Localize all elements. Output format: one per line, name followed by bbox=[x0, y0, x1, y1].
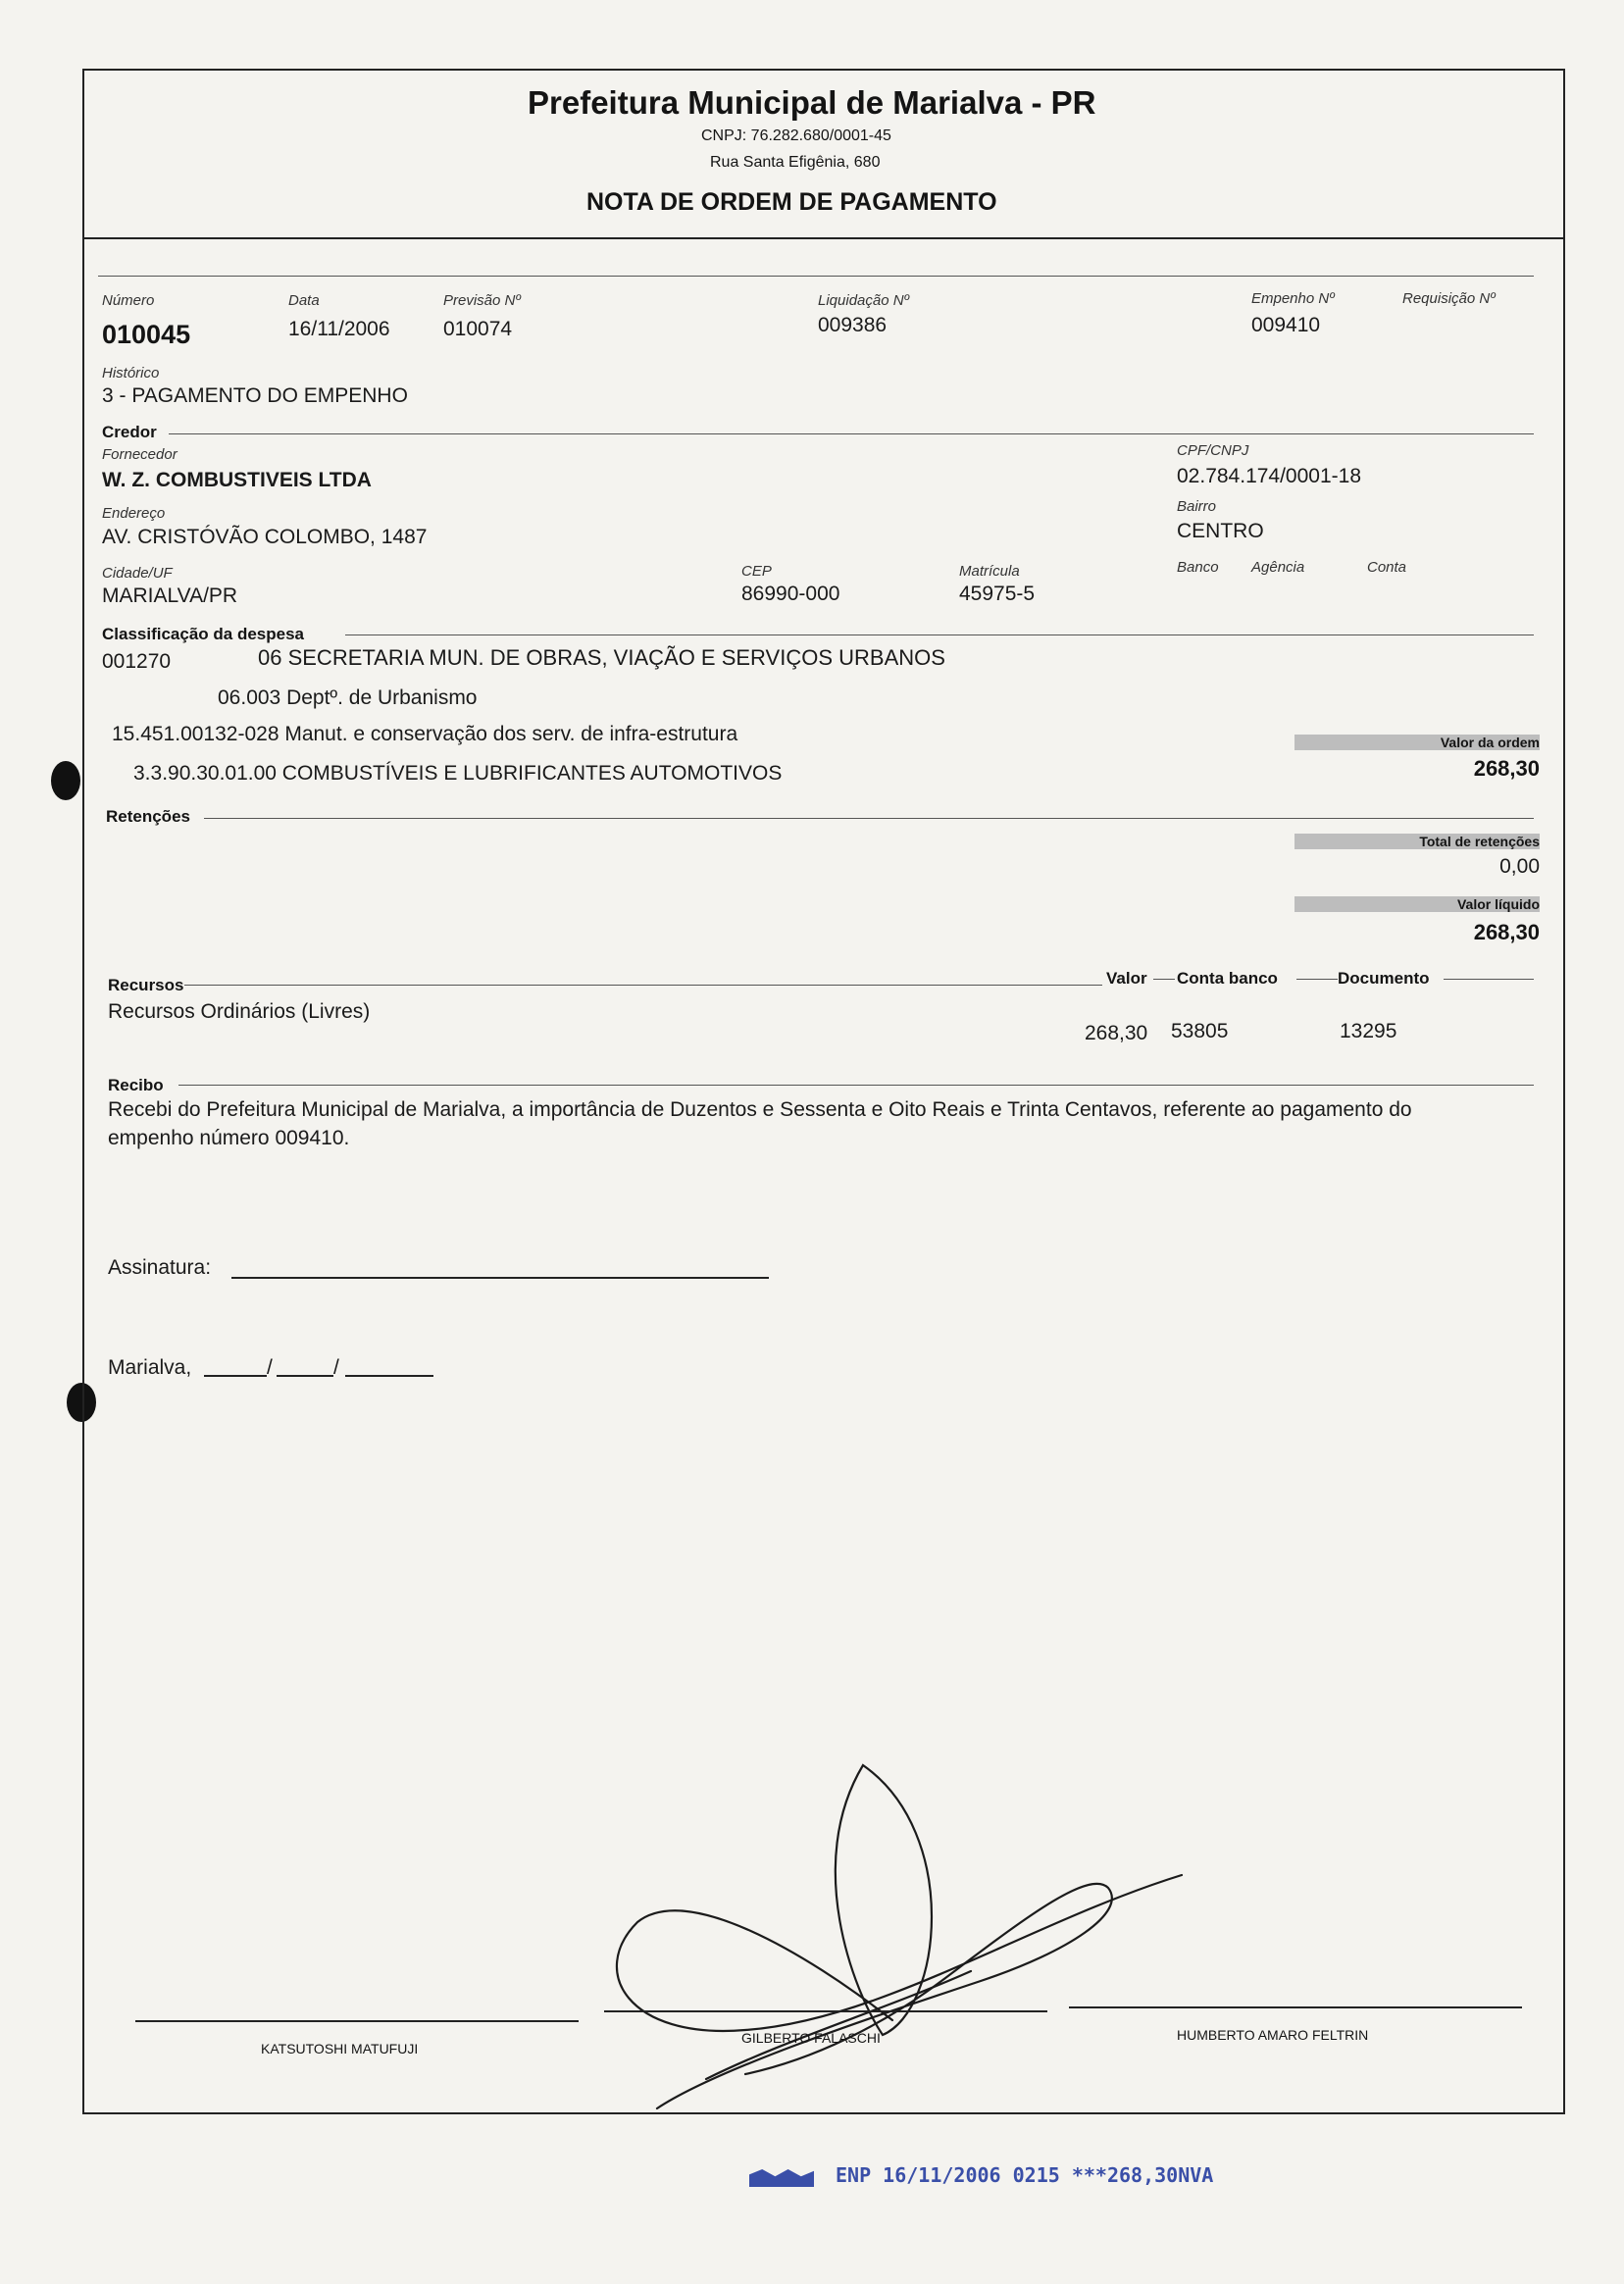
document-title: NOTA DE ORDEM DE PAGAMENTO bbox=[586, 188, 997, 216]
data-label: Data bbox=[288, 292, 320, 309]
historico-value: 3 - PAGAMENTO DO EMPENHO bbox=[102, 384, 408, 407]
recursos-documento-col: Documento bbox=[1338, 969, 1430, 988]
cidade-value: MARIALVA/PR bbox=[102, 584, 238, 607]
recursos-conta: 53805 bbox=[1171, 1020, 1229, 1042]
classificacao-code: 001270 bbox=[102, 650, 172, 673]
recursos-valor: 268,30 bbox=[1085, 1022, 1148, 1044]
classificacao-section-title: Classificação da despesa bbox=[102, 625, 305, 643]
signatory-1: KATSUTOSHI MATUFUJI bbox=[261, 2041, 419, 2056]
retencoes-section-title: Retenções bbox=[106, 807, 190, 826]
cep-label: CEP bbox=[741, 563, 772, 580]
valor-ordem-value: 268,30 bbox=[1473, 756, 1540, 781]
recibo-text-line2: empenho número 009410. bbox=[108, 1127, 350, 1149]
secretaria-value: 06 SECRETARIA MUN. DE OBRAS, VIAÇÃO E SERVIÇOS URBANOS bbox=[258, 645, 945, 670]
conta-label: Conta bbox=[1367, 559, 1407, 576]
recibo-section-title: Recibo bbox=[108, 1076, 164, 1094]
banco-label: Banco bbox=[1177, 559, 1219, 576]
header-address: Rua Santa Efigênia, 680 bbox=[710, 154, 881, 171]
valor-liquido-value: 268,30 bbox=[1473, 920, 1540, 944]
endereco-value: AV. CRISTÓVÃO COLOMBO, 1487 bbox=[102, 526, 428, 548]
signatory-3: HUMBERTO AMARO FELTRIN bbox=[1177, 2027, 1369, 2043]
recursos-documento: 13295 bbox=[1340, 1020, 1397, 1042]
requisicao-label: Requisição Nº bbox=[1402, 290, 1496, 307]
date-sep-2: / bbox=[333, 1356, 339, 1379]
signature-line-1 bbox=[135, 2020, 579, 2022]
liquidacao-label: Liquidação Nº bbox=[818, 292, 910, 309]
cpf-value: 02.784.174/0001-18 bbox=[1177, 465, 1362, 487]
header-cnpj: CNPJ: 76.282.680/0001-45 bbox=[701, 127, 891, 144]
cep-value: 86990-000 bbox=[741, 583, 840, 605]
total-retencoes-value: 0,00 bbox=[1499, 855, 1540, 878]
signature-line-2 bbox=[604, 2010, 1047, 2012]
numero-value: 010045 bbox=[102, 320, 191, 349]
liquidacao-value: 009386 bbox=[818, 314, 888, 336]
cidade-label: Cidade/UF bbox=[102, 565, 173, 582]
empenho-value: 009410 bbox=[1251, 314, 1321, 336]
recursos-conta-col: Conta banco bbox=[1177, 969, 1278, 988]
historico-label: Histórico bbox=[102, 365, 160, 381]
data-value: 16/11/2006 bbox=[288, 318, 390, 340]
matricula-value: 45975-5 bbox=[959, 583, 1036, 605]
empenho-label: Empenho Nº bbox=[1251, 290, 1335, 307]
fornecedor-label: Fornecedor bbox=[102, 446, 178, 463]
signature-line-3 bbox=[1069, 2006, 1522, 2008]
recibo-text-line1: Recebi do Prefeitura Municipal de Marialva, a importância de Duzentos e Sessenta e Oito Reais e Trinta Centavos, referente ao pagamento do bbox=[108, 1098, 1412, 1121]
previsao-value: 010074 bbox=[443, 318, 513, 340]
assinatura-label: Assinatura: bbox=[108, 1256, 212, 1279]
page-title: Prefeitura Municipal de Marialva - PR bbox=[528, 84, 1096, 121]
local-label: Marialva, bbox=[108, 1356, 192, 1379]
cpf-label: CPF/CNPJ bbox=[1177, 442, 1249, 459]
total-retencoes-label: Total de retenções bbox=[1419, 834, 1540, 849]
date-sep-1: / bbox=[267, 1356, 273, 1379]
bairro-value: CENTRO bbox=[1177, 520, 1264, 542]
fornecedor-value: W. Z. COMBUSTIVEIS LTDA bbox=[102, 469, 372, 491]
recursos-valor-col: Valor bbox=[1106, 969, 1147, 988]
previsao-label: Previsão Nº bbox=[443, 292, 521, 309]
elemento-value: 3.3.90.30.01.00 COMBUSTÍVEIS E LUBRIFICANTES AUTOMOTIVOS bbox=[133, 762, 783, 785]
credor-section-title: Credor bbox=[102, 423, 157, 441]
dept-value: 06.003 Deptº. de Urbanismo bbox=[218, 686, 478, 709]
recursos-section-title: Recursos bbox=[108, 976, 184, 994]
signatory-2: GILBERTO FALASCHI bbox=[741, 2030, 881, 2046]
programa-value: 15.451.00132-028 Manut. e conservação dos serv. de infra-estrutura bbox=[112, 723, 738, 745]
bairro-label: Bairro bbox=[1177, 498, 1217, 515]
numero-label: Número bbox=[102, 292, 155, 309]
endereco-label: Endereço bbox=[102, 505, 166, 522]
agencia-label: Agência bbox=[1251, 559, 1305, 576]
valor-liquido-label: Valor líquido bbox=[1456, 896, 1540, 912]
valor-ordem-label: Valor da ordem bbox=[1440, 735, 1540, 750]
payment-stamp: ENP 16/11/2006 0215 ***268,30NVA bbox=[836, 2163, 1214, 2187]
recursos-fonte: Recursos Ordinários (Livres) bbox=[108, 1000, 371, 1023]
matricula-label: Matrícula bbox=[959, 563, 1020, 580]
